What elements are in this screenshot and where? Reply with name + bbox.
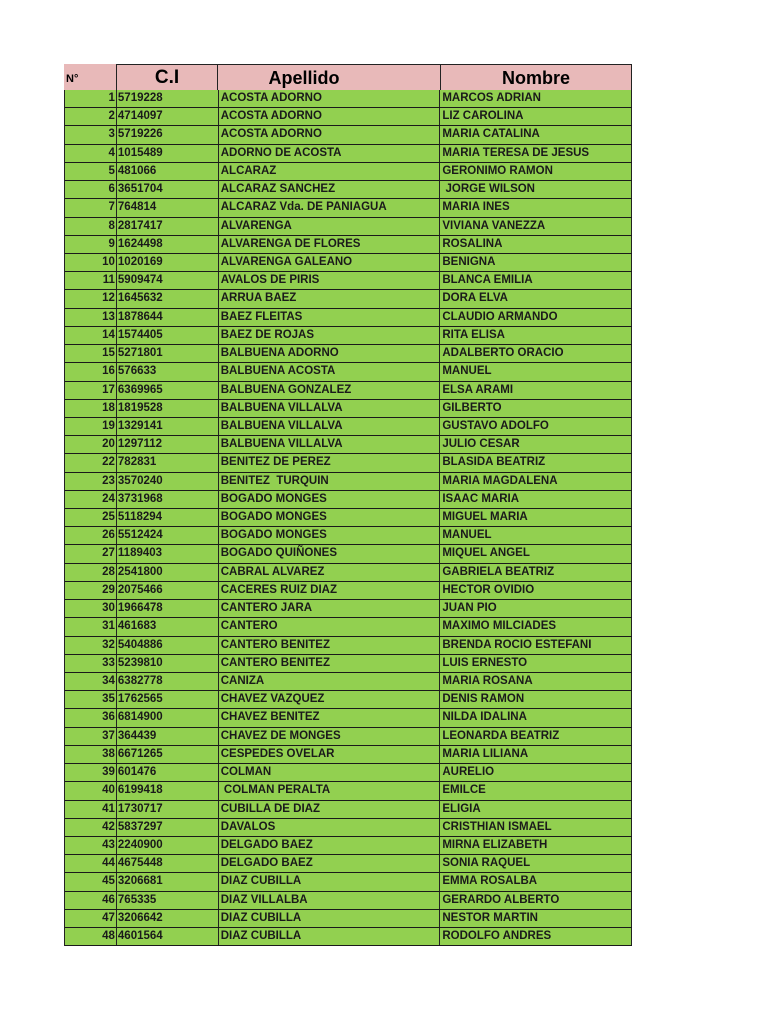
cell-ci[interactable]: 3731968 xyxy=(117,491,219,508)
table-row xyxy=(65,126,632,144)
table-row xyxy=(65,254,632,272)
table-row xyxy=(65,236,632,254)
table-row xyxy=(65,473,632,491)
cell-apellido[interactable]: CHAVEZ VAZQUEZ xyxy=(219,691,441,708)
table-row xyxy=(65,618,632,636)
table-row xyxy=(65,181,632,199)
cell-apellido[interactable]: BENITEZ TURQUIN xyxy=(219,473,441,490)
header-ci[interactable]: C.I xyxy=(116,64,218,90)
cell-ci[interactable]: 1762565 xyxy=(117,691,219,708)
table-row xyxy=(65,163,632,181)
cell-number[interactable]: 4 xyxy=(65,145,117,162)
cell-number[interactable]: 16 xyxy=(65,363,117,380)
cell-apellido[interactable]: BOGADO MONGES xyxy=(219,491,441,508)
cell-ci[interactable]: 6199418 xyxy=(117,782,219,799)
cell-apellido[interactable]: DIAZ CUBILLA xyxy=(219,910,441,927)
cell-number[interactable]: 11 xyxy=(65,272,117,289)
cell-ci[interactable]: 461683 xyxy=(117,618,219,635)
table-row xyxy=(65,746,632,764)
cell-number[interactable]: 43 xyxy=(65,837,117,854)
cell-number[interactable]: 27 xyxy=(65,545,117,562)
cell-ci[interactable]: 601476 xyxy=(117,764,219,781)
cell-nombre[interactable]: GILBERTO xyxy=(440,400,632,417)
cell-apellido[interactable]: ACOSTA ADORNO xyxy=(219,108,441,125)
table-row xyxy=(65,837,632,855)
cell-number[interactable]: 26 xyxy=(65,527,117,544)
cell-number[interactable]: 24 xyxy=(65,491,117,508)
cell-apellido[interactable]: BALBUENA VILLALVA xyxy=(219,418,441,435)
table-row xyxy=(65,782,632,800)
cell-number[interactable]: 2 xyxy=(65,108,117,125)
cell-nombre[interactable]: MARIA INES xyxy=(440,199,632,216)
table-row xyxy=(65,418,632,436)
header-number[interactable]: N° xyxy=(66,73,79,85)
cell-nombre[interactable]: GERONIMO RAMON xyxy=(440,163,632,180)
table-row xyxy=(65,873,632,891)
cell-nombre[interactable]: BENIGNA xyxy=(440,254,632,271)
cell-number[interactable]: 34 xyxy=(65,673,117,690)
table-row xyxy=(65,218,632,236)
table-row xyxy=(65,491,632,509)
cell-apellido[interactable]: CUBILLA DE DIAZ xyxy=(219,801,441,818)
cell-apellido[interactable]: DELGADO BAEZ xyxy=(219,855,441,872)
cell-ci[interactable]: 5909474 xyxy=(117,272,219,289)
cell-nombre[interactable]: RODOLFO ANDRES xyxy=(440,928,632,945)
cell-number[interactable]: 9 xyxy=(65,236,117,253)
cell-ci[interactable]: 4714097 xyxy=(117,108,219,125)
cell-nombre[interactable]: HECTOR OVIDIO xyxy=(440,582,632,599)
cell-ci[interactable]: 5719228 xyxy=(117,90,219,107)
table-row xyxy=(65,145,632,163)
cell-ci[interactable]: 1878644 xyxy=(117,309,219,326)
cell-ci[interactable]: 782831 xyxy=(117,454,219,471)
cell-ci[interactable]: 1020169 xyxy=(117,254,219,271)
cell-ci[interactable]: 1297112 xyxy=(117,436,219,453)
cell-apellido[interactable]: CHAVEZ DE MONGES xyxy=(219,728,441,745)
cell-number[interactable]: 17 xyxy=(65,382,117,399)
header-nombre[interactable]: Nombre xyxy=(440,64,632,90)
cell-ci[interactable]: 5118294 xyxy=(117,509,219,526)
cell-apellido[interactable]: ARRUA BAEZ xyxy=(219,290,441,307)
table-row xyxy=(65,436,632,454)
table-row xyxy=(65,673,632,691)
cell-apellido[interactable]: ALCARAZ xyxy=(219,163,441,180)
table-row xyxy=(65,564,632,582)
cell-apellido[interactable]: CACERES RUIZ DIAZ xyxy=(219,582,441,599)
cell-ci[interactable]: 4601564 xyxy=(117,928,219,945)
cell-number[interactable]: 10 xyxy=(65,254,117,271)
cell-nombre[interactable]: JUAN PIO xyxy=(440,600,632,617)
table-row xyxy=(65,819,632,837)
cell-ci[interactable]: 364439 xyxy=(117,728,219,745)
cell-number[interactable]: 39 xyxy=(65,764,117,781)
cell-nombre[interactable]: NESTOR MARTIN xyxy=(440,910,632,927)
table-row xyxy=(65,545,632,563)
cell-nombre[interactable]: MARIA ROSANA xyxy=(440,673,632,690)
cell-apellido[interactable]: ALVARENGA xyxy=(219,218,441,235)
cell-number[interactable]: 6 xyxy=(65,181,117,198)
cell-apellido[interactable]: DIAZ CUBILLA xyxy=(219,873,441,890)
cell-number[interactable]: 40 xyxy=(65,782,117,799)
cell-number[interactable]: 20 xyxy=(65,436,117,453)
cell-number[interactable]: 47 xyxy=(65,910,117,927)
cell-apellido[interactable]: CANIZA xyxy=(219,673,441,690)
cell-nombre[interactable]: MARIA TERESA DE JESUS xyxy=(440,145,632,162)
cell-ci[interactable]: 2075466 xyxy=(117,582,219,599)
cell-ci[interactable]: 5404886 xyxy=(117,637,219,654)
cell-apellido[interactable]: AVALOS DE PIRIS xyxy=(219,272,441,289)
cell-apellido[interactable]: ADORNO DE ACOSTA xyxy=(219,145,441,162)
cell-nombre[interactable]: BLASIDA BEATRIZ xyxy=(440,454,632,471)
cell-apellido[interactable]: ACOSTA ADORNO xyxy=(219,126,441,143)
cell-ci[interactable]: 6814900 xyxy=(117,709,219,726)
cell-ci[interactable]: 6369965 xyxy=(117,382,219,399)
cell-nombre[interactable]: MARCOS ADRIAN xyxy=(440,90,632,107)
cell-nombre[interactable]: BRENDA ROCIO ESTEFANI xyxy=(440,637,632,654)
cell-ci[interactable]: 6671265 xyxy=(117,746,219,763)
cell-number[interactable]: 30 xyxy=(65,600,117,617)
table-row xyxy=(65,728,632,746)
cell-apellido[interactable]: ALCARAZ SANCHEZ xyxy=(219,181,441,198)
cell-apellido[interactable]: COLMAN PERALTA xyxy=(219,782,441,799)
spreadsheet-table xyxy=(64,64,632,946)
cell-apellido[interactable]: CESPEDES OVELAR xyxy=(219,746,441,763)
cell-apellido[interactable]: BOGADO MONGES xyxy=(219,527,441,544)
cell-apellido[interactable]: DAVALOS xyxy=(219,819,441,836)
cell-apellido[interactable]: BALBUENA VILLALVA xyxy=(219,400,441,417)
table-row xyxy=(65,108,632,126)
table-row xyxy=(65,764,632,782)
cell-apellido[interactable]: CANTERO BENITEZ xyxy=(219,655,441,672)
table-row xyxy=(65,327,632,345)
cell-number[interactable]: 35 xyxy=(65,691,117,708)
cell-number[interactable]: 8 xyxy=(65,218,117,235)
cell-ci[interactable]: 3206681 xyxy=(117,873,219,890)
cell-nombre[interactable]: DENIS RAMON xyxy=(440,691,632,708)
cell-apellido[interactable]: BALBUENA ACOSTA xyxy=(219,363,441,380)
cell-number[interactable]: 22 xyxy=(65,454,117,471)
table-row xyxy=(65,400,632,418)
cell-nombre[interactable]: MIGUEL MARIA xyxy=(440,509,632,526)
cell-apellido[interactable]: COLMAN xyxy=(219,764,441,781)
cell-number[interactable]: 5 xyxy=(65,163,117,180)
cell-number[interactable]: 19 xyxy=(65,418,117,435)
cell-ci[interactable]: 2541800 xyxy=(117,564,219,581)
cell-number[interactable]: 31 xyxy=(65,618,117,635)
table-row xyxy=(65,600,632,618)
cell-number[interactable]: 13 xyxy=(65,309,117,326)
cell-apellido[interactable]: CANTERO JARA xyxy=(219,600,441,617)
cell-ci[interactable]: 764814 xyxy=(117,199,219,216)
cell-apellido[interactable]: CABRAL ALVAREZ xyxy=(219,564,441,581)
cell-apellido[interactable]: DIAZ CUBILLA xyxy=(219,928,441,945)
cell-ci[interactable]: 2817417 xyxy=(117,218,219,235)
cell-ci[interactable]: 1966478 xyxy=(117,600,219,617)
cell-nombre[interactable]: RITA ELISA xyxy=(440,327,632,344)
cell-number[interactable]: 23 xyxy=(65,473,117,490)
cell-nombre[interactable]: BLANCA EMILIA xyxy=(440,272,632,289)
cell-apellido[interactable]: BENITEZ DE PEREZ xyxy=(219,454,441,471)
cell-number[interactable]: 42 xyxy=(65,819,117,836)
cell-nombre[interactable]: LUIS ERNESTO xyxy=(440,655,632,672)
cell-nombre[interactable]: NILDA IDALINA xyxy=(440,709,632,726)
cell-number[interactable]: 48 xyxy=(65,928,117,945)
cell-ci[interactable]: 1645632 xyxy=(117,290,219,307)
table-row xyxy=(65,691,632,709)
table-row xyxy=(65,309,632,327)
cell-apellido[interactable]: ALCARAZ Vda. DE PANIAGUA xyxy=(219,199,441,216)
cell-apellido[interactable]: CHAVEZ BENITEZ xyxy=(219,709,441,726)
cell-apellido[interactable]: BAEZ DE ROJAS xyxy=(219,327,441,344)
header-row xyxy=(64,64,632,90)
table-row xyxy=(65,363,632,381)
table-row xyxy=(65,345,632,363)
table-row xyxy=(65,637,632,655)
cell-apellido[interactable]: BOGADO QUIÑONES xyxy=(219,545,441,562)
cell-ci[interactable]: 3570240 xyxy=(117,473,219,490)
cell-ci[interactable]: 4675448 xyxy=(117,855,219,872)
cell-apellido[interactable]: BALBUENA GONZALEZ xyxy=(219,382,441,399)
cell-number[interactable]: 36 xyxy=(65,709,117,726)
table-row xyxy=(65,910,632,928)
cell-ci[interactable]: 5837297 xyxy=(117,819,219,836)
cell-number[interactable]: 1 xyxy=(65,90,117,107)
table-body xyxy=(64,90,632,946)
cell-nombre[interactable]: LIZ CAROLINA xyxy=(440,108,632,125)
cell-nombre[interactable]: LEONARDA BEATRIZ xyxy=(440,728,632,745)
table-row xyxy=(65,454,632,472)
table-row xyxy=(65,855,632,873)
cell-ci[interactable]: 1819528 xyxy=(117,400,219,417)
cell-number[interactable]: 32 xyxy=(65,637,117,654)
cell-apellido[interactable]: BALBUENA ADORNO xyxy=(219,345,441,362)
cell-number[interactable]: 29 xyxy=(65,582,117,599)
cell-number[interactable]: 38 xyxy=(65,746,117,763)
cell-apellido[interactable]: CANTERO xyxy=(219,618,441,635)
cell-number[interactable]: 7 xyxy=(65,199,117,216)
table-row xyxy=(65,382,632,400)
cell-number[interactable]: 25 xyxy=(65,509,117,526)
cell-ci[interactable]: 3206642 xyxy=(117,910,219,927)
cell-ci[interactable]: 1329141 xyxy=(117,418,219,435)
cell-nombre[interactable]: CRISTHIAN ISMAEL xyxy=(440,819,632,836)
cell-ci[interactable]: 1189403 xyxy=(117,545,219,562)
cell-ci[interactable]: 5271801 xyxy=(117,345,219,362)
cell-nombre[interactable]: EMILCE xyxy=(440,782,632,799)
table-row xyxy=(65,928,632,946)
table-row xyxy=(65,199,632,217)
cell-number[interactable]: 37 xyxy=(65,728,117,745)
cell-nombre[interactable]: CLAUDIO ARMANDO xyxy=(440,309,632,326)
cell-nombre[interactable]: ELSA ARAMI xyxy=(440,382,632,399)
cell-nombre[interactable]: EMMA ROSALBA xyxy=(440,873,632,890)
cell-nombre[interactable]: ELIGIA xyxy=(440,801,632,818)
cell-number[interactable]: 15 xyxy=(65,345,117,362)
cell-number[interactable]: 44 xyxy=(65,855,117,872)
cell-nombre[interactable]: GUSTAVO ADOLFO xyxy=(440,418,632,435)
cell-ci[interactable]: 5512424 xyxy=(117,527,219,544)
cell-nombre[interactable]: GERARDO ALBERTO xyxy=(440,892,632,909)
table-row xyxy=(65,527,632,545)
cell-number[interactable]: 3 xyxy=(65,126,117,143)
cell-number[interactable]: 28 xyxy=(65,564,117,581)
cell-nombre[interactable]: ADALBERTO ORACIO xyxy=(440,345,632,362)
table-row xyxy=(65,290,632,308)
cell-number[interactable]: 33 xyxy=(65,655,117,672)
table-row xyxy=(65,709,632,727)
cell-nombre[interactable]: MARIA MAGDALENA xyxy=(440,473,632,490)
cell-nombre[interactable]: GABRIELA BEATRIZ xyxy=(440,564,632,581)
cell-apellido[interactable]: DELGADO BAEZ xyxy=(219,837,441,854)
cell-ci[interactable]: 576633 xyxy=(117,363,219,380)
cell-nombre[interactable]: MIQUEL ANGEL xyxy=(440,545,632,562)
cell-ci[interactable]: 1015489 xyxy=(117,145,219,162)
cell-nombre[interactable]: VIVIANA VANEZZA xyxy=(440,218,632,235)
cell-ci[interactable]: 5719226 xyxy=(117,126,219,143)
table-row xyxy=(65,892,632,910)
table-row xyxy=(65,582,632,600)
cell-nombre[interactable]: SONIA RAQUEL xyxy=(440,855,632,872)
cell-apellido[interactable]: ALVARENGA GALEANO xyxy=(219,254,441,271)
table-row xyxy=(65,90,632,108)
cell-ci[interactable]: 1730717 xyxy=(117,801,219,818)
cell-nombre[interactable]: AURELIO xyxy=(440,764,632,781)
cell-nombre[interactable]: ROSALINA xyxy=(440,236,632,253)
cell-apellido[interactable]: DIAZ VILLALBA xyxy=(219,892,441,909)
cell-number[interactable]: 14 xyxy=(65,327,117,344)
cell-nombre[interactable]: MAXIMO MILCIADES xyxy=(440,618,632,635)
cell-ci[interactable]: 1624498 xyxy=(117,236,219,253)
cell-nombre[interactable]: MANUEL xyxy=(440,363,632,380)
cell-apellido[interactable]: ALVARENGA DE FLORES xyxy=(219,236,441,253)
cell-ci[interactable]: 765335 xyxy=(117,892,219,909)
table-row xyxy=(65,655,632,673)
cell-number[interactable]: 18 xyxy=(65,400,117,417)
cell-nombre[interactable]: MIRNA ELIZABETH xyxy=(440,837,632,854)
cell-nombre[interactable]: MANUEL xyxy=(440,527,632,544)
cell-number[interactable]: 41 xyxy=(65,801,117,818)
cell-ci[interactable]: 5239810 xyxy=(117,655,219,672)
cell-ci[interactable]: 481066 xyxy=(117,163,219,180)
cell-number[interactable]: 12 xyxy=(65,290,117,307)
cell-nombre[interactable]: MARIA LILIANA xyxy=(440,746,632,763)
table-row xyxy=(65,801,632,819)
table-row xyxy=(65,272,632,290)
cell-apellido[interactable]: CANTERO BENITEZ xyxy=(219,637,441,654)
cell-number[interactable]: 46 xyxy=(65,892,117,909)
cell-apellido[interactable]: ACOSTA ADORNO xyxy=(219,90,441,107)
cell-ci[interactable]: 3651704 xyxy=(117,181,219,198)
cell-nombre[interactable]: JULIO CESAR xyxy=(440,436,632,453)
cell-nombre[interactable]: JORGE WILSON xyxy=(440,181,632,198)
cell-apellido[interactable]: BALBUENA VILLALVA xyxy=(219,436,441,453)
cell-ci[interactable]: 6382778 xyxy=(117,673,219,690)
cell-number[interactable]: 45 xyxy=(65,873,117,890)
cell-ci[interactable]: 2240900 xyxy=(117,837,219,854)
cell-ci[interactable]: 1574405 xyxy=(117,327,219,344)
cell-apellido[interactable]: BAEZ FLEITAS xyxy=(219,309,441,326)
cell-nombre[interactable]: MARIA CATALINA xyxy=(440,126,632,143)
table-row xyxy=(65,509,632,527)
header-apellido[interactable]: Apellido xyxy=(218,64,440,90)
cell-nombre[interactable]: DORA ELVA xyxy=(440,290,632,307)
cell-apellido[interactable]: BOGADO MONGES xyxy=(219,509,441,526)
cell-nombre[interactable]: ISAAC MARIA xyxy=(440,491,632,508)
